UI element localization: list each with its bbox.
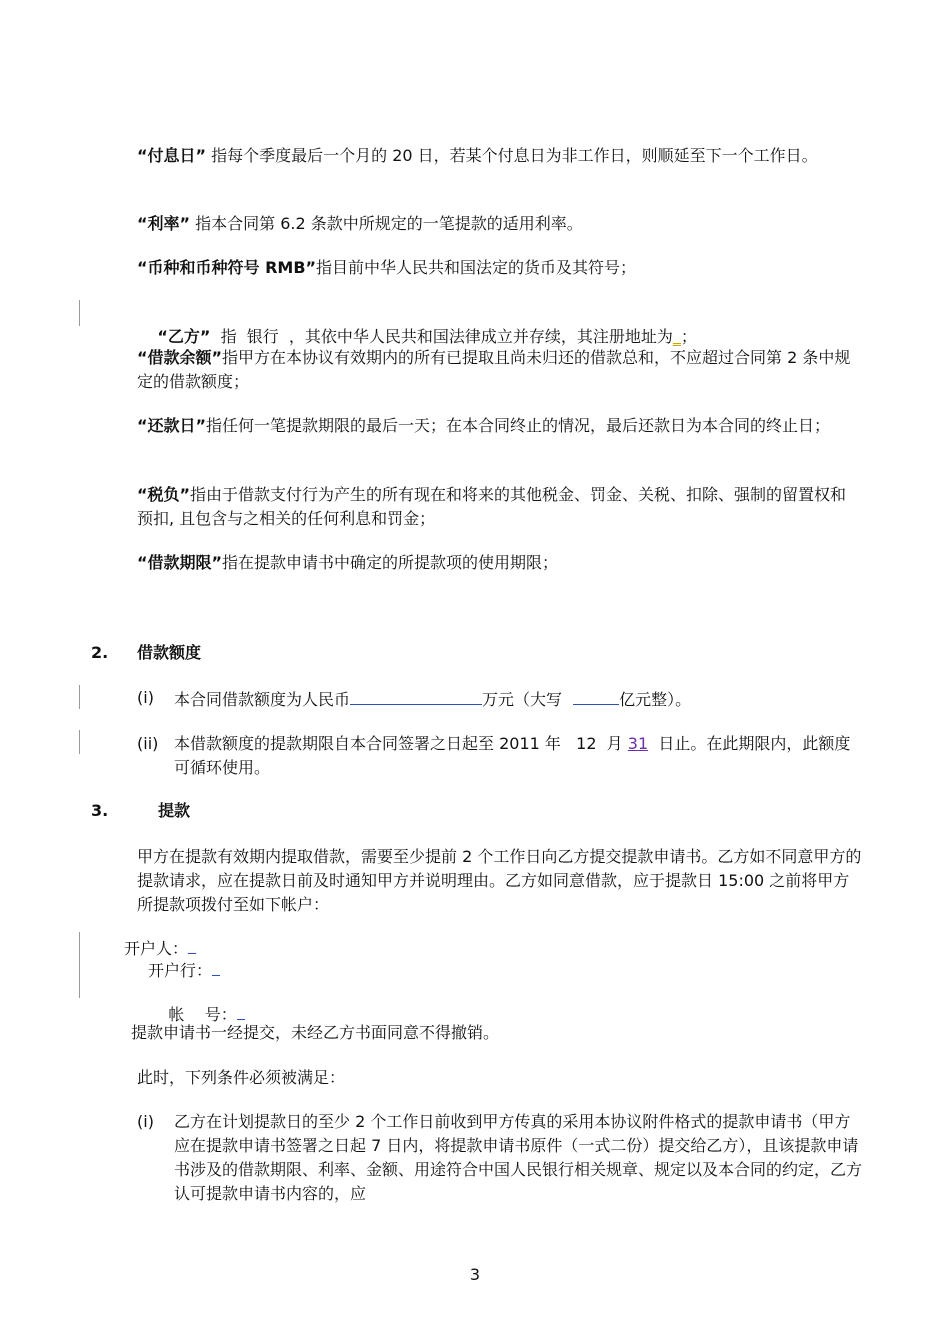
- definition-tax: “税负”指由于借款支付行为产生的所有现在和将来的其他税金、罚金、关税、扣除、强制的留置权和预扣, 且包含与之相关的任何利息和罚金；: [137, 485, 847, 528]
- section-2-number: 2.: [91, 643, 109, 662]
- amount-blank: [350, 686, 482, 705]
- revision-bar: [79, 932, 80, 998]
- section-3-paragraph: 甲方在提款有效期内提取借款，需要至少提前 2 个工作日向乙方提交提款申请书。乙方如不同意甲方的提款请求，应在提款日前及时通知甲方并说明理由。乙方如同意借款，应于提款日 15:00 之前将甲方所提款项拨付至如下帐户：: [137, 847, 862, 914]
- page-number: 3: [469, 1265, 481, 1284]
- account-number-blank: [237, 1001, 245, 1020]
- section-2-item-2: (ii) 本借款额度的提款期限自本合同签署之日起至 2011 年 12 月 31 日止。在此期限内，此额度可循环使用。: [137, 734, 851, 777]
- section-2-title: 借款额度: [137, 643, 202, 662]
- section-2-item-1: (i) 本合同借款额度为人民币 万元（大写 亿元整）。: [137, 688, 692, 709]
- account-holder: 开户人：: [124, 935, 196, 960]
- account-bank-blank: [212, 957, 220, 976]
- amount-in-words-blank: [573, 686, 619, 705]
- section-3-number: 3.: [91, 801, 109, 820]
- definition-interest-date: “付息日” 指每个季度最后一个月的 20 日，若某个付息日为非工作日，则顺延至下一个工作日。: [137, 146, 818, 165]
- irrevocable-note: 提款申请书一经提交，未经乙方书面同意不得撤销。: [131, 1023, 500, 1042]
- account-number: 帐 号：: [148, 979, 245, 1048]
- definition-interest-rate: “利率” 指本合同第 6.2 条款中所规定的一笔提款的适用利率。: [137, 214, 583, 233]
- revision-bar: [79, 730, 80, 754]
- definition-loan-balance: “借款余额”指甲方在本协议有效期内的所有已提取且尚未归还的借款总和，不应超过合同第 2 条中规定的借款额度；: [137, 348, 851, 391]
- definition-currency: “币种和币种符号 RMB”指目前中华人民共和国法定的货币及其符号；: [137, 258, 637, 277]
- address-blank: _: [672, 327, 681, 346]
- account-holder-blank: [188, 935, 196, 954]
- end-day-value: 31: [627, 734, 649, 753]
- account-bank: 开户行：: [148, 957, 220, 982]
- revision-bar: [79, 685, 80, 709]
- definition-repayment-date: “还款日”指任何一笔提款期限的最后一天；在本合同终止的情况，最后还款日为本合同的终止日；: [137, 416, 831, 435]
- section-3-item-1: (i) 乙方在计划提款日的至少 2 个工作日前收到甲方传真的采用本协议附件格式的提款申请书（甲方应在提款申请书签署之日起 7 日内，将提款申请书原件（一式二份）提交给乙方），且该提款申请书涉及的借款期限、利率、金额、用途符合中国人民银行相关规章、规定以及本合同的约定，乙方认可提款申请书内容的，应: [137, 1112, 863, 1203]
- revision-bar: [79, 300, 80, 326]
- definition-party-b: “乙方” 指 银行 ，其依中华人民共和国法律成立并存续，其注册地址为_；: [157, 327, 697, 346]
- conditions-intro: 此时，下列条件必须被满足：: [137, 1068, 346, 1087]
- section-3-title: 提款: [158, 801, 191, 820]
- definition-loan-term: “借款期限”指在提款申请书中确定的所提款项的使用期限；: [137, 553, 559, 572]
